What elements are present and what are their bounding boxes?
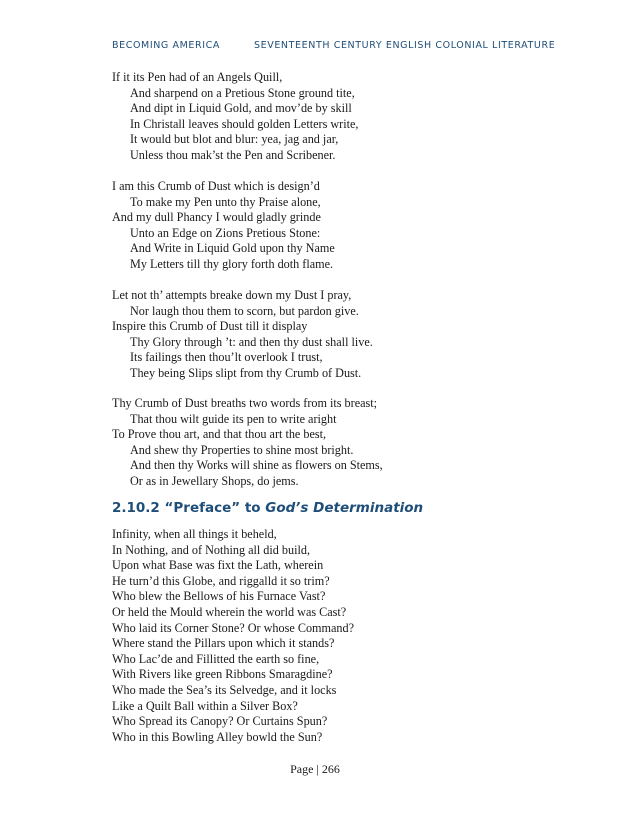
poem-line: It would but blot and blur: yea, jag and jar, [130,132,339,147]
poem-line: I am this Crumb of Dust which is design’d [112,179,320,193]
section-heading [112,500,423,516]
poem-line: And then thy Works will shine as flowers on Stems, [130,458,383,473]
poem-line: Unless thou mak’st the Pen and Scribener. [130,147,336,162]
poem-line: Thy Crumb of Dust breaths two words from its breast; [112,396,378,410]
poem-line: Who Spread its Canopy? Or Curtains Spun? [112,714,328,729]
poem-line: Who Lac’de and Fillitted the earth so fine, [112,651,320,666]
poem-line: If it its Pen had of an Angels Quill, [112,70,283,84]
poem-line: In Nothing, and of Nothing all did build, [112,542,311,557]
poem-line: Thy Glory through ’t: and then thy dust shall live. [130,334,373,349]
poem-line: Nor laugh thou them to scorn, but pardon give. [130,303,359,318]
poem-line: To Prove thou art, and that thou art the best, [112,427,327,442]
poem-line: Who laid its Corner Stone? Or whose Command? [112,620,355,635]
poem-line: Inspire this Crumb of Dust till it display [112,319,308,334]
poem-line: And shew thy Properties to shine most bright. [130,442,354,457]
poem-line: Upon what Base was fixt the Lath, wherein [112,558,324,573]
poem-line: That thou wilt guide its pen to write aright [130,411,337,426]
header-book-title: BECOMING AMERICA [112,40,220,51]
poem-line: Like a Quilt Ball within a Silver Box? [112,698,298,713]
poem-line: Let not th’ attempts breake down my Dust I pray, [112,288,352,302]
page-number: Page | 266 [290,762,340,776]
poem-line: In Christall leaves should golden Letters write, [130,116,359,131]
stanza-2 [112,179,335,273]
poem-line: Who made the Sea’s its Selvedge, and it locks [112,682,337,697]
poem-line: And dipt in Liquid Gold, and mov’de by skill [130,101,352,116]
stanza-1 [112,70,358,164]
poem-line: To make my Pen unto thy Praise alone, [130,194,321,209]
poem-line: Or as in Jewellary Shops, do jems. [130,473,299,488]
poem-line: Or held the Mould wherein the world was Cast? [112,604,347,619]
stanza-4 [112,396,383,490]
header-chapter-title: SEVENTEENTH CENTURY ENGLISH COLONIAL LITERATURE [254,40,556,51]
section-heading-italic: God’s Determination [265,500,424,516]
section-heading-text: 2.10.2 “Preface” to [112,500,266,516]
poem-line: Its failings then thou’lt overlook I trust, [130,350,323,365]
poem-line: They being Slips slipt from thy Crumb of Dust. [130,365,362,380]
preface-poem [112,527,354,745]
poem-line: My Letters till thy glory forth doth flame. [130,256,334,271]
poem-line: Who in this Bowling Alley bowld the Sun? [112,729,323,744]
poem-line: Where stand the Pillars upon which it stands? [112,636,335,651]
poem-line: Unto an Edge on Zions Pretious Stone: [130,225,321,240]
poem-line: And sharpend on a Pretious Stone ground tite, [130,85,355,100]
poem-line: And my dull Phancy I would gladly grinde [112,210,321,225]
poem-line: He turn’d this Globe, and riggalld it so trim? [112,573,330,588]
poem-line: With Rivers like green Ribbons Smaragdine? [112,667,333,682]
poem-line: Infinity, when all things it beheld, [112,527,277,541]
poem-line: And Write in Liquid Gold upon thy Name [130,241,335,256]
stanza-3 [112,288,373,382]
poem-line: Who blew the Bellows of his Furnace Vast? [112,589,326,604]
